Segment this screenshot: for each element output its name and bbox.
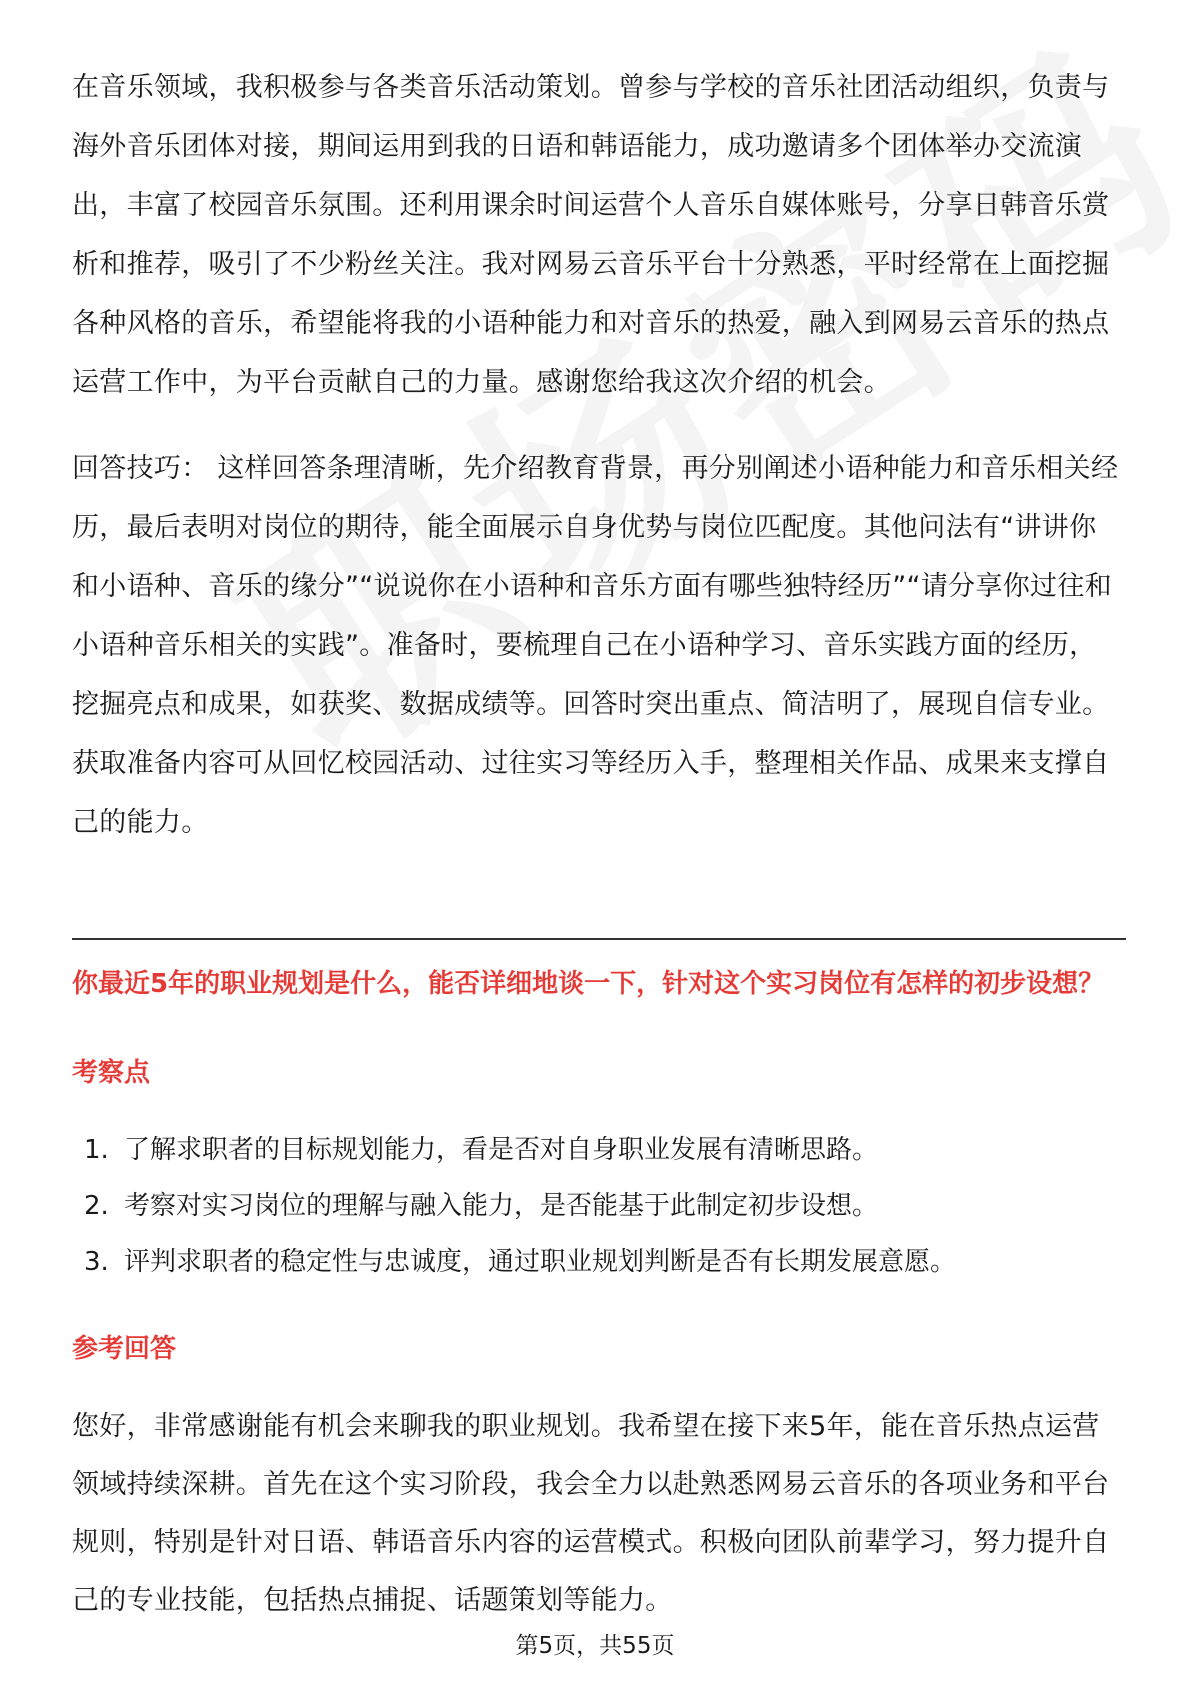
question-heading: 你最近5年的职业规划是什么，能否详细地谈一下，针对这个实习岗位有怎样的初步设想？ xyxy=(72,969,1105,999)
list-number: 2. xyxy=(84,1191,109,1221)
list-item xyxy=(84,1234,956,1290)
list-text: 了解求职者的目标规划能力，看是否对自身职业发展有清晰思路。 xyxy=(124,1135,879,1165)
list-number: 1. xyxy=(84,1135,109,1165)
section-divider xyxy=(72,938,1126,940)
page-footer: 第5页，共55页 xyxy=(515,1633,675,1659)
list-text: 评判求职者的稳定性与忠诚度，通过职业规划判断是否有长期发展意愿。 xyxy=(124,1247,957,1277)
list-item xyxy=(84,1122,956,1178)
intro-paragraph: 在音乐领域，我积极参与各类音乐活动策划。曾参与学校的音乐社团活动组织，负责与海外音乐团体对接，期间运用到我的日语和韩语能力，成功邀请多个团体举办交流演出，丰富了校园音乐氛围。还利用课余时间运营个人音乐自媒体账号，分享日韩音乐赏析和推荐，吸引了不少粉丝关注。我对网易云音乐平台十分熟悉，平时经常在上面挖掘各种风格的音乐，希望能将我的小语种能力和对音乐的热爱，融入到网易云音乐的热点运营工作中，为平台贡献自己的力量。感谢您给我这次介绍的机会。 xyxy=(72,72,1110,398)
answer-paragraph: 您好，非常感谢能有机会来聊我的职业规划。我希望在接下来5年，能在音乐热点运营领域持续深耕。首先在这个实习阶段，我会全力以赴熟悉网易云音乐的各项业务和平台规则，特别是针对日语、韩语音乐内容的运营模式。积极向团队前辈学习，努力提升自己的专业技能，包括热点捕捉、话题策划等能力。 xyxy=(72,1411,1110,1616)
answer-heading: 参考回答 xyxy=(72,1334,177,1364)
list-text: 考察对实习岗位的理解与融入能力，是否能基于此制定初步设想。 xyxy=(124,1191,879,1221)
focus-list xyxy=(84,1122,956,1290)
focus-heading: 考察点 xyxy=(72,1058,151,1088)
list-item xyxy=(84,1178,956,1234)
list-number: 3. xyxy=(84,1247,109,1277)
body-content xyxy=(72,58,1122,852)
tips-paragraph: 回答技巧： 这样回答条理清晰，先介绍教育背景，再分别阐述小语种能力和音乐相关经历，最后表明对岗位的期待，能全面展示自身优势与岗位匹配度。其他问法有“讲讲你和小语种、音乐的缘分”“说说你在小语种和音乐方面有哪些独特经历”“请分享你过往和小语种音乐相关的实践”。准备时，要梳理自己在小语种学习、音乐实践方面的经历，挖掘亮点和成果，如获奖、数据成绩等。回答时突出重点、简洁明了，展现自信专业。获取准备内容可从回忆校园活动、过往实习等经历入手，整理相关作品、成果来支撑自己的能力。 xyxy=(72,453,1119,838)
